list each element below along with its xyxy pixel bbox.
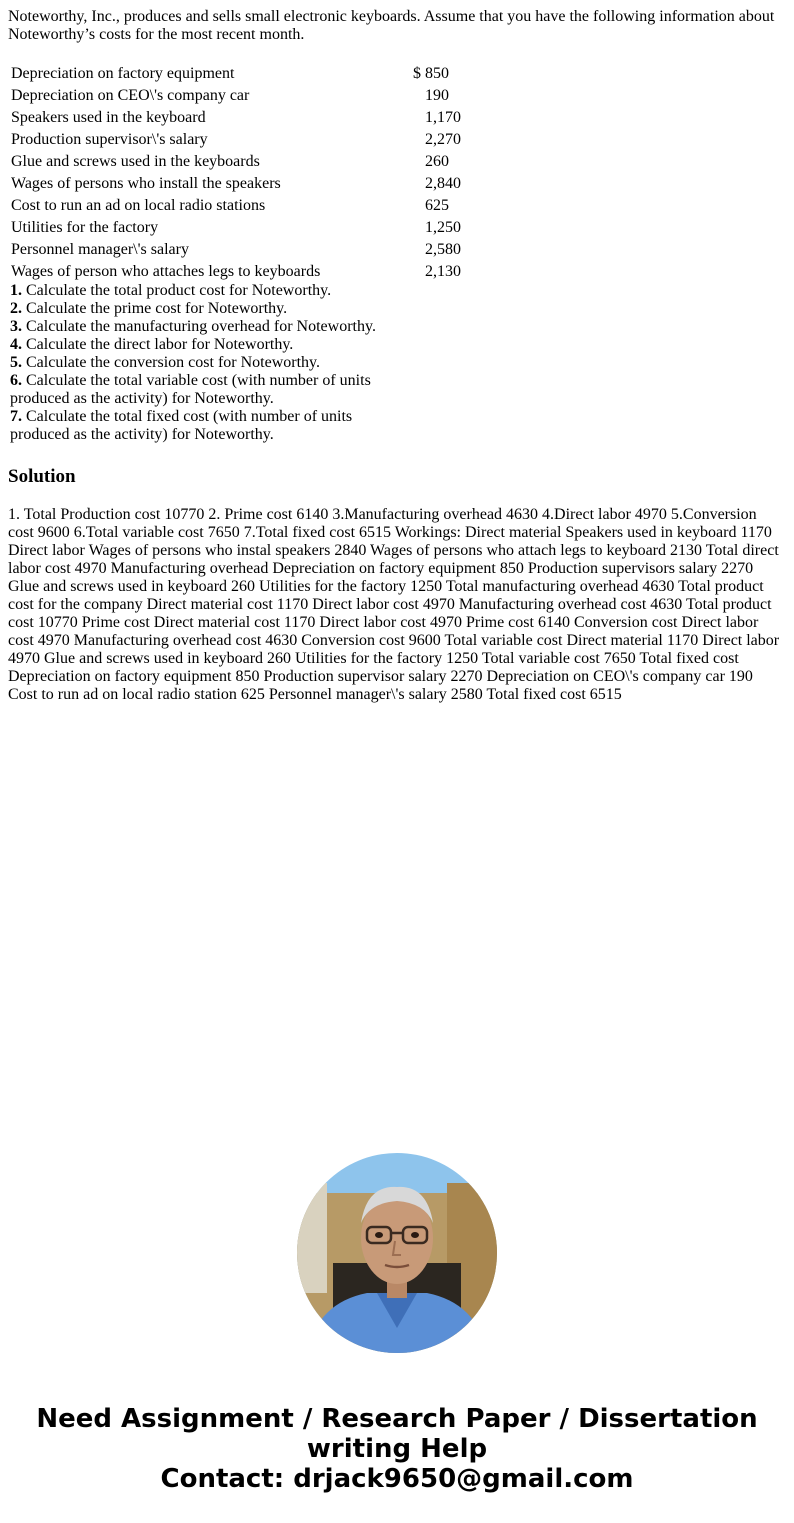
- question-item: [10, 300, 380, 318]
- cost-label: Speakers used in the keyboard: [11, 109, 206, 126]
- solution-heading: Solution: [8, 466, 76, 487]
- table-row: [10, 64, 474, 84]
- author-portrait: [297, 1153, 497, 1353]
- question-item: [10, 354, 380, 372]
- contact-banner: [0, 1404, 794, 1494]
- question-item: [10, 336, 380, 354]
- question-text: Calculate the total variable cost (with number of units produced as the activity) for Noteworthy.: [10, 372, 371, 407]
- cost-label: Depreciation on factory equipment: [11, 65, 235, 82]
- question-item: [10, 408, 380, 444]
- question-number: 1.: [10, 282, 22, 299]
- cost-table: [8, 62, 476, 284]
- cost-amount: 1,170: [413, 109, 461, 126]
- question-text: Calculate the conversion cost for Noteworthy.: [22, 354, 320, 371]
- question-item: [10, 372, 380, 408]
- cost-amount: 2,130: [413, 263, 461, 280]
- cost-label: Cost to run an ad on local radio stations: [11, 197, 266, 214]
- cost-label: Glue and screws used in the keyboards: [11, 153, 260, 170]
- cost-label: Utilities for the factory: [11, 219, 159, 236]
- cost-amount: 2,840: [413, 175, 461, 192]
- cost-amount: $ 850: [413, 65, 449, 82]
- cost-amount: 625: [413, 197, 449, 214]
- table-row: [10, 86, 474, 106]
- question-number: 3.: [10, 318, 22, 335]
- cost-amount: 2,580: [413, 241, 461, 258]
- question-number: 2.: [10, 300, 22, 317]
- cost-amount: 2,270: [413, 131, 461, 148]
- banner-contact[interactable]: Contact: drjack9650@gmail.com: [160, 1464, 634, 1494]
- question-number: 7.: [10, 408, 22, 425]
- cost-label: Wages of person who attaches legs to keyboards: [11, 263, 321, 280]
- question-number: 5.: [10, 354, 22, 371]
- table-row: [10, 108, 474, 128]
- cost-label: Wages of persons who install the speakers: [11, 175, 281, 192]
- table-row: [10, 152, 474, 172]
- question-text: Calculate the total fixed cost (with number of units produced as the activity) for Noteworthy.: [10, 408, 353, 443]
- question-list: [10, 282, 380, 444]
- cost-amount: 260: [413, 153, 449, 170]
- question-number: 4.: [10, 336, 22, 353]
- question-text: Calculate the prime cost for Noteworthy.: [22, 300, 288, 317]
- banner-line-1: Need Assignment / Research Paper / Dissertation: [36, 1404, 758, 1434]
- cost-label: Depreciation on CEO\'s company car: [11, 87, 250, 104]
- solution-text: 1. Total Production cost 10770 2. Prime cost 6140 3.Manufacturing overhead 4630 4.Direct labor 4970 5.Conversion cost 9600 6.Total variable cost 7650 7.Total fixed cost 6515 Workings: Direct material Speakers used in keyboard 1170 Direct labor Wages of persons who instal speakers 2840 Wages of persons who attach legs to keyboard 2130 Total direct labor cost 4970 Manufacturing overhead Depreciation on factory equipment 850 Production supervisors salary 2270 Glue and screws used in keyboard 260 Utilities for the factory 1250 Total manufacturing overhead 4630 Total product cost for the company Direct material cost 1170 Direct labor cost 4970 Manufacturing overhead cost 4630 Total product cost 10770 Prime cost Direct material cost 1170 Direct labor cost 4970 Prime cost 6140 Conversion cost Direct labor cost 4970 Manufacturing overhead cost 4630 Conversion cost 9600 Total variable cost Direct material 1170 Direct labor 4970 Glue and screws used in keyboard 260 Utilities for the factory 1250 Total variable cost 7650 Total fixed cost Depreciation on factory equipment 850 Production supervisor salary 2270 Depreciation on CEO\'s company car 190 Cost to run ad on local radio station 625 Personnel manager\'s salary 2580 Total fixed cost 6515: [8, 506, 780, 703]
- question-text: Calculate the total product cost for Noteworthy.: [22, 282, 332, 299]
- document-page: [8, 8, 786, 704]
- cost-amount: 1,250: [413, 219, 461, 236]
- problem-intro: Noteworthy, Inc., produces and sells small electronic keyboards. Assume that you have the following information about Noteworthy’s costs for the most recent month.: [8, 8, 775, 43]
- table-row: [10, 174, 474, 194]
- table-row: [10, 218, 474, 238]
- author-avatar: [297, 1153, 497, 1353]
- cost-amount: 190: [413, 87, 449, 104]
- cost-label: Personnel manager\'s salary: [11, 241, 189, 258]
- question-text: Calculate the manufacturing overhead for Noteworthy.: [22, 318, 376, 335]
- question-number: 6.: [10, 372, 22, 389]
- table-row: [10, 130, 474, 150]
- question-text: Calculate the direct labor for Noteworthy.: [22, 336, 294, 353]
- question-item: [10, 282, 380, 300]
- banner-line-2: writing Help: [306, 1434, 488, 1464]
- table-row: [10, 196, 474, 216]
- question-item: [10, 318, 380, 336]
- cost-label: Production supervisor\'s salary: [11, 131, 208, 148]
- table-row: [10, 240, 474, 260]
- table-row: [10, 262, 474, 282]
